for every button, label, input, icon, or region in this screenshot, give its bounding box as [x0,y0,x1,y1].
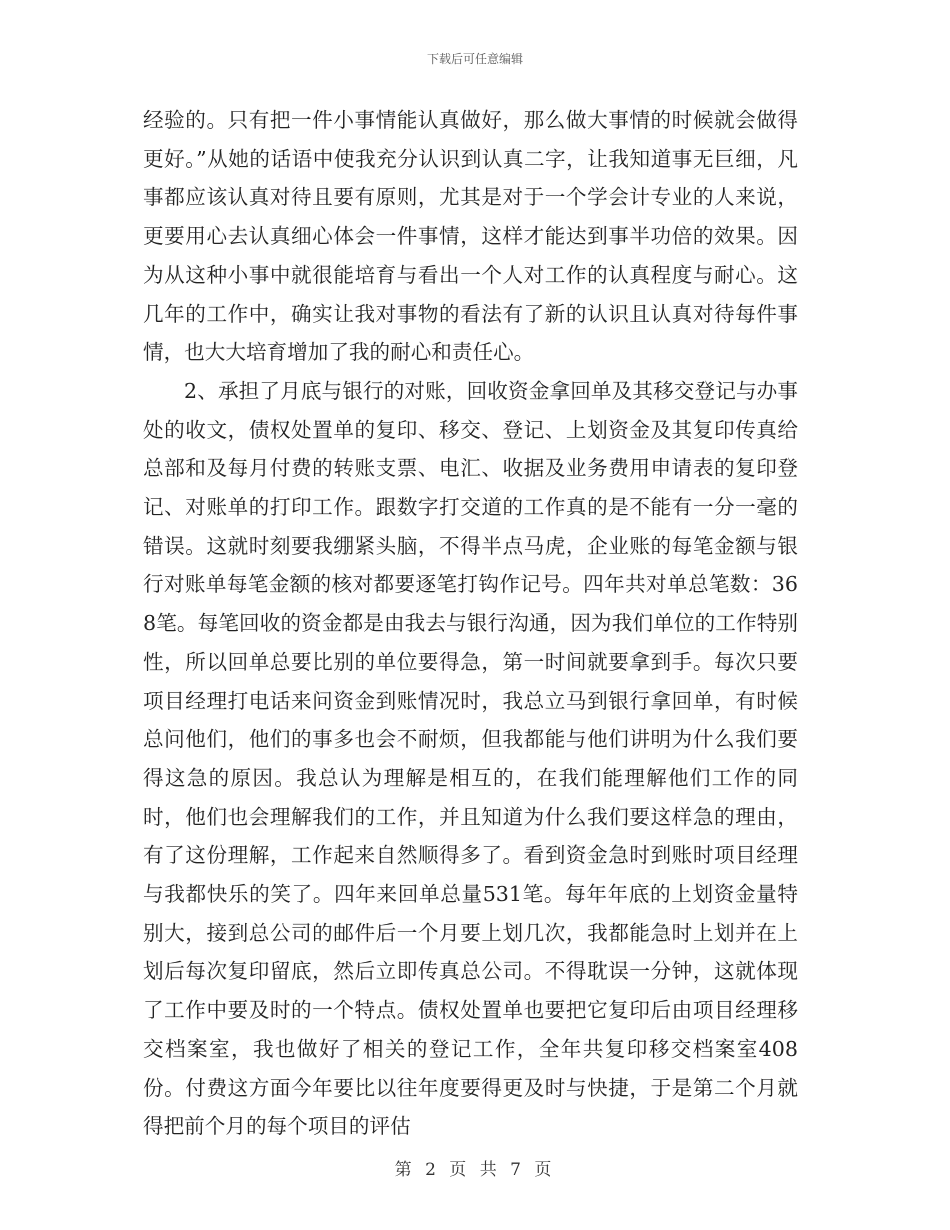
page-number-footer: 第 2 页 共 7 页 [394,1160,556,1180]
page-header: 下载后可任意编辑 [426,52,523,66]
paragraph-2: 2、承担了月底与银行的对账，回收资金拿回单及其移交登记与办事处的收文，债权处置单的复印、移交、登记、上划资金及其复印传真给总部和及每月付费的转账支票、电汇、收据及业务费用申请表的复印登记、对账单的打印工作。跟数字打交道的工作真的是不能有一分一毫的错误。这就时刻要我绷紧头脑，不得半点马虎，企业账的每笔金额与银行对账单每笔金额的核对都要逐笔打钩作记号。四年共对单总笔数：368笔。每笔回收的资金都是由我去与银行沟通，因为我们单位的工作特别性，所以回单总要比别的单位要得急，第一时间就要拿到手。每次只要项目经理打电话来问资金到账情况时，我总立马到银行拿回单，有时候总问他们，他们的事多也会不耐烦，但我都能与他们讲明为什么我们要得这急的原因。我总认为理解是相互的，在我们能理解他们工作的同时，他们也会理解我们的工作，并且知道为什么我们要这样急的理由，有了这份理解，工作起来自然顺得多了。看到资金急时到账时项目经理与我都快乐的笑了。四年来回单总量531笔。每年年底的上划资金量特别大，接到总公司的邮件后一个月要上划几次，我都能急时上划并在上划后每次复印留底，然后立即传真总公司。不得耽误一分钟，这就体现了工作中要及时的一个特点。债权处置单也要把它复印后由项目经理移交档案室，我也做好了相关的登记工作，全年共复印移交档案室408份。付费这方面今年要比以往年度要得更及时与快捷，于是第二个月就得把前个月的每个项目的评估 [143,378,798,1139]
document-body [143,101,798,1146]
paragraph-1: 经验的。只有把一件小事情能认真做好，那么做大事情的时候就会做得更好。”从她的话语中使我充分认识到认真二字，让我知道事无巨细，凡事都应该认真对待且要有原则，尤其是对于一个学会计专业的人来说，更要用心去认真细心体会一件事情，这样才能达到事半功倍的效果。因为从这种小事中就很能培育与看出一个人对工作的认真程度与耐心。这几年的工作中，确实让我对事物的看法有了新的认识且认真对待每件事情，也大大培育增加了我的耐心和责任心。 [143,108,798,365]
